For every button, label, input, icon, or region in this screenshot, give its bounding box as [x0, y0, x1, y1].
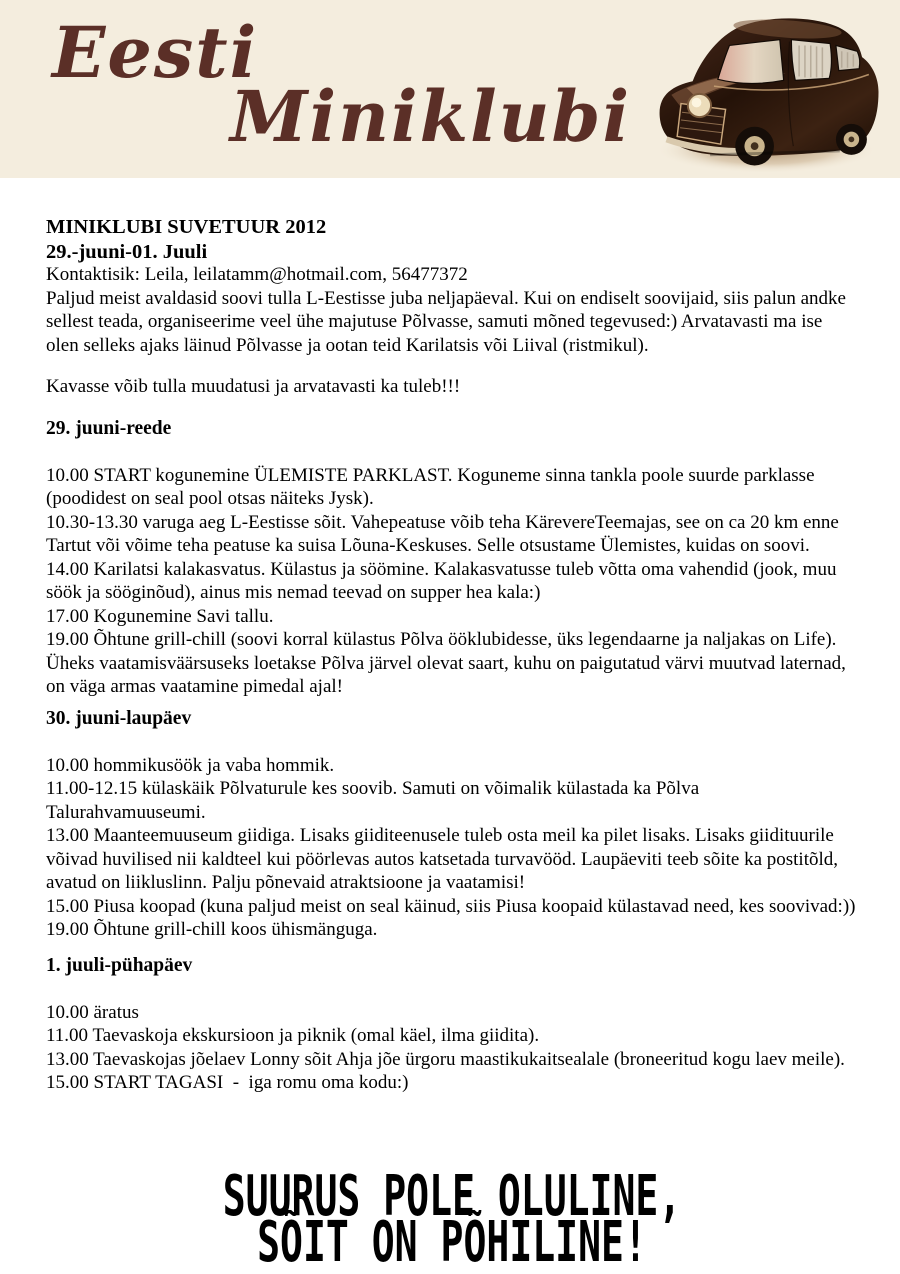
- section-friday: [46, 417, 858, 699]
- document-title: MINIKLUBI SUVETUUR 2012: [46, 216, 327, 238]
- schedule-item: 15.00 START TAGASI - iga romu oma kodu:): [46, 1072, 409, 1093]
- document-body: [0, 178, 900, 1274]
- schedule-item: 10.00 hommikusöök ja vaba hommik.: [46, 754, 335, 776]
- schedule-item: 10.00 START kogunemine ÜLEMISTE PARKLAST. Koguneme sinna tankla poole suurde parklasse (poodidest on seal pool otsas näiteks Jysk).: [46, 464, 820, 509]
- intro-paragraph: Paljud meist avaldasid soovi tulla L-Eestisse juba neljapäeval. Kui on endiselt soovijaid, siis palun andke sellest teada, organiseerime veel ühe majutuse Põlvasse, samuti mõned tegevused:) Arvatavasti ma ise olen selleks ajaks läinud Põlvasse ja ootan teid Karilatsis või Liival (ristmikul).: [46, 287, 851, 356]
- section-sunday: [46, 954, 858, 1095]
- schedule-item: 11.00 Taevaskoja ekskursioon ja piknik (omal käel, ilma giidita).: [46, 1025, 540, 1046]
- schedule-item: 10.00 äratus: [46, 1001, 139, 1023]
- schedule-item: 11.00-12.15 külaskäik Põlvaturule kes soovib. Samuti on võimalik külastada ka Põlva Talurahvamuuseumi.: [46, 778, 704, 823]
- section-heading-saturday: 30. juuni-laupäev: [46, 707, 192, 729]
- tour-dates: 29.-juuni-01. Juuli: [46, 241, 208, 263]
- logo-text-miniklubi: Miniklubi: [230, 75, 632, 158]
- schedule-item: 10.30-13.30 varuga aeg L-Eestisse sõit. Vahepeatuse võib teha KärevereTeemajas, see on ca 20 km enne Tartut või võime teha peatuse ka suisa Lõuna-Keskuses. Selle otsustame Ülemistes, kuidas on soovi.: [46, 511, 844, 556]
- section-heading-friday: 29. juuni-reede: [46, 417, 172, 439]
- logo-text-eesti: Eesti: [52, 11, 259, 94]
- section-saturday: [46, 707, 858, 942]
- schedule-item: 19.00 Õhtune grill-chill koos ühismänguga.: [46, 919, 378, 940]
- schedule-item: 17.00 Kogunemine Savi tallu.: [46, 605, 274, 627]
- slogan-line-2: SÕIT ON PÕHILINE!: [257, 1209, 647, 1274]
- footer-slogan: [46, 1163, 858, 1274]
- schedule-item: 19.00 Õhtune grill-chill (soovi korral külastus Põlva ööklubidesse, üks legendaarne ja naljakas on Life). Üheks vaatamisväärsuseks loetakse Põlva järvel olevat saart, kuhu on paigutatud värvi muutvad laternad, on väga armas vaatamine pimedal ajal!: [46, 629, 851, 697]
- schedule-item: 15.00 Piusa koopad (kuna paljud meist on seal käinud, siis Piusa koopaid külastavad need, kes soovivad:)): [46, 895, 856, 917]
- header-banner: [0, 0, 900, 178]
- schedule-item: 14.00 Karilatsi kalakasvatus. Külastus ja söömine. Kalakasvatusse tuleb võtta oma vahendid (jook, muu söök ja sööginõud), ainus mis nemad teevad on supper hea kala:): [46, 558, 842, 603]
- contact-info: Kontaktisik: Leila, leilatamm@hotmail.com, 56477372: [46, 264, 468, 285]
- mini-car-image: [652, 2, 894, 178]
- section-heading-sunday: 1. juuli-pühapäev: [46, 954, 193, 976]
- schedule-note: Kavasse võib tulla muudatusi ja arvatavasti ka tuleb!!!: [46, 376, 461, 397]
- schedule-item: 13.00 Taevaskojas jõelaev Lonny sõit Ahja jõe ürgoru maastikukaitsealale (broneeritud kogu laev meile).: [46, 1048, 845, 1070]
- slogan-line-1: SUURUS POLE OLULINE,: [222, 1163, 682, 1229]
- schedule-item: 13.00 Maanteemuuseum giidiga. Lisaks giiditeenusele tuleb osta meil ka pilet lisaks. Lisaks giidituurile võivad huvilised nii kaldteel kui pöörlevas autos katsetada turvavööd. Laupäeviti teeb sõite ka postitõld, avatud on liikluslinn. Palju põnevaid atraktsioone ja vaatamisi!: [46, 825, 843, 893]
